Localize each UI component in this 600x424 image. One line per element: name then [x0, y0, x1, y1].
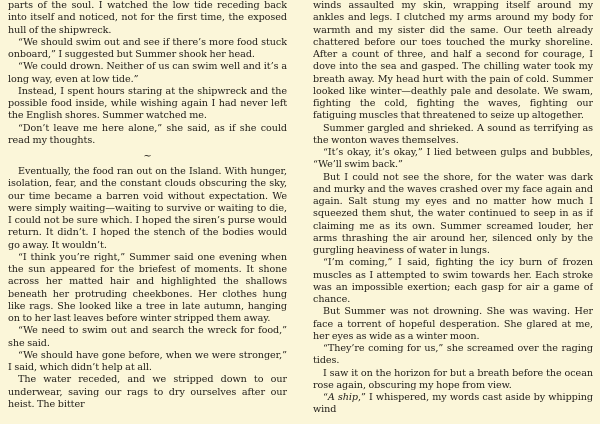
paragraph: “I’m coming,” I said, fighting the icy burn of frozen muscles as I attempted to swim towards her. Each stroke was an impossible exertion; each gasp for air a game of chance. — [313, 257, 593, 305]
paragraph: “Don’t leave me here alone,” she said, as if she could read my thoughts. — [8, 122, 287, 146]
paragraph: But Summer was not drowning. She was waving. Her face a torrent of hopeful desperation. She glared at me, her eyes as wide as a winter moon. — [313, 306, 593, 342]
section-break: ~ — [143, 151, 152, 162]
paragraph: But I could not see the shore, for the water was dark and murky and the waves crashed over my face again and again. Salt stung my eyes and no matter how much I squeezed them shut, the water continued to seep in as if claiming me as its own. Summer screamed louder, her arms thrashing the air around her, silenced only by the gurgling heaviness of water in lungs. — [313, 171, 593, 256]
paragraph: Eventually, the food ran out on the Island. With hunger, isolation, fear, and the constant clouds obscuring the sky, our time became a barren void without expectation. We were simply waiting—waiting to survive or waiting to die, I could not be sure which. I hoped the siren’s purse would return. It didn’t. I hoped the stench of the bodies would go away. It wouldn’t. — [8, 166, 287, 251]
paragraph: parts of the soul. I watched the low tide receding back into itself and noticed, not for the first time, the exposed hull of the shipwreck. — [8, 0, 287, 36]
italic-phrase: A ship — [327, 392, 359, 403]
paragraph: Instead, I spent hours staring at the shipwreck and the possible food inside, while wishing again I had never left the English shores. Summer watched me. — [8, 85, 287, 122]
paragraph: “We should swim out and see if there’s more food stuck onboard,” I suggested but Summer shook her head. — [8, 36, 287, 60]
paragraph: “We need to swim out and search the wreck for food,” she said. — [8, 325, 287, 349]
paragraph: “It’s okay, it’s okay,” I lied between gulps and bubbles, “We’ll swim back.” — [313, 147, 593, 171]
paragraph: I saw it on the horizon for but a breath before the ocean rose again, obscuring my hope from view. — [313, 367, 593, 391]
paragraph: “I think you’re right,” Summer said one evening when the sun appeared for the briefest of moments. It shone across her matted hair and highlighted the shallows beneath her protruding cheekbones. Her clothes hung like rags. She looked like a tree in late autumn, hanging on to her last leaves before winter stripped them away. — [8, 251, 287, 324]
paragraph: Summer gargled and shrieked. A sound as terrifying as the wonton waves themselves. — [313, 122, 593, 146]
paragraph — [313, 392, 593, 417]
right-page — [313, 0, 593, 424]
paragraph: “We could drown. Neither of us can swim well and it’s a long way, even at low tide.” — [8, 61, 287, 85]
paragraph-tail: ,” I whispered, my words cast aside by whipping wind — [313, 392, 593, 416]
open-quote: “ — [323, 392, 328, 403]
paragraph: winds assaulted my skin, wrapping itself around my ankles and legs. I clutched my arms around my body for warmth and my sister did the same. Our teeth already chattered before our toes touched the murky shoreline. After a count of three, and half a second for courage, I dove into the sea and gasped. The chilling water took my breath away. My head hurt with the pain of cold. Summer looked like winter—deathly pale and desolate. We swam, fighting the cold, fighting the waves, fighting our fatiguing muscles that threatened to seize up altogether. — [313, 0, 593, 122]
left-page — [8, 0, 287, 424]
paragraph: “They’re coming for us,” she screamed over the raging tides. — [313, 343, 593, 367]
paragraph: The water receded, and we stripped down to our underwear, saving our rags to dry ourselves after our heist. The bitter — [8, 374, 287, 410]
paragraph: “We should have gone before, when we were stronger,” I said, which didn’t help at all. — [8, 349, 287, 373]
